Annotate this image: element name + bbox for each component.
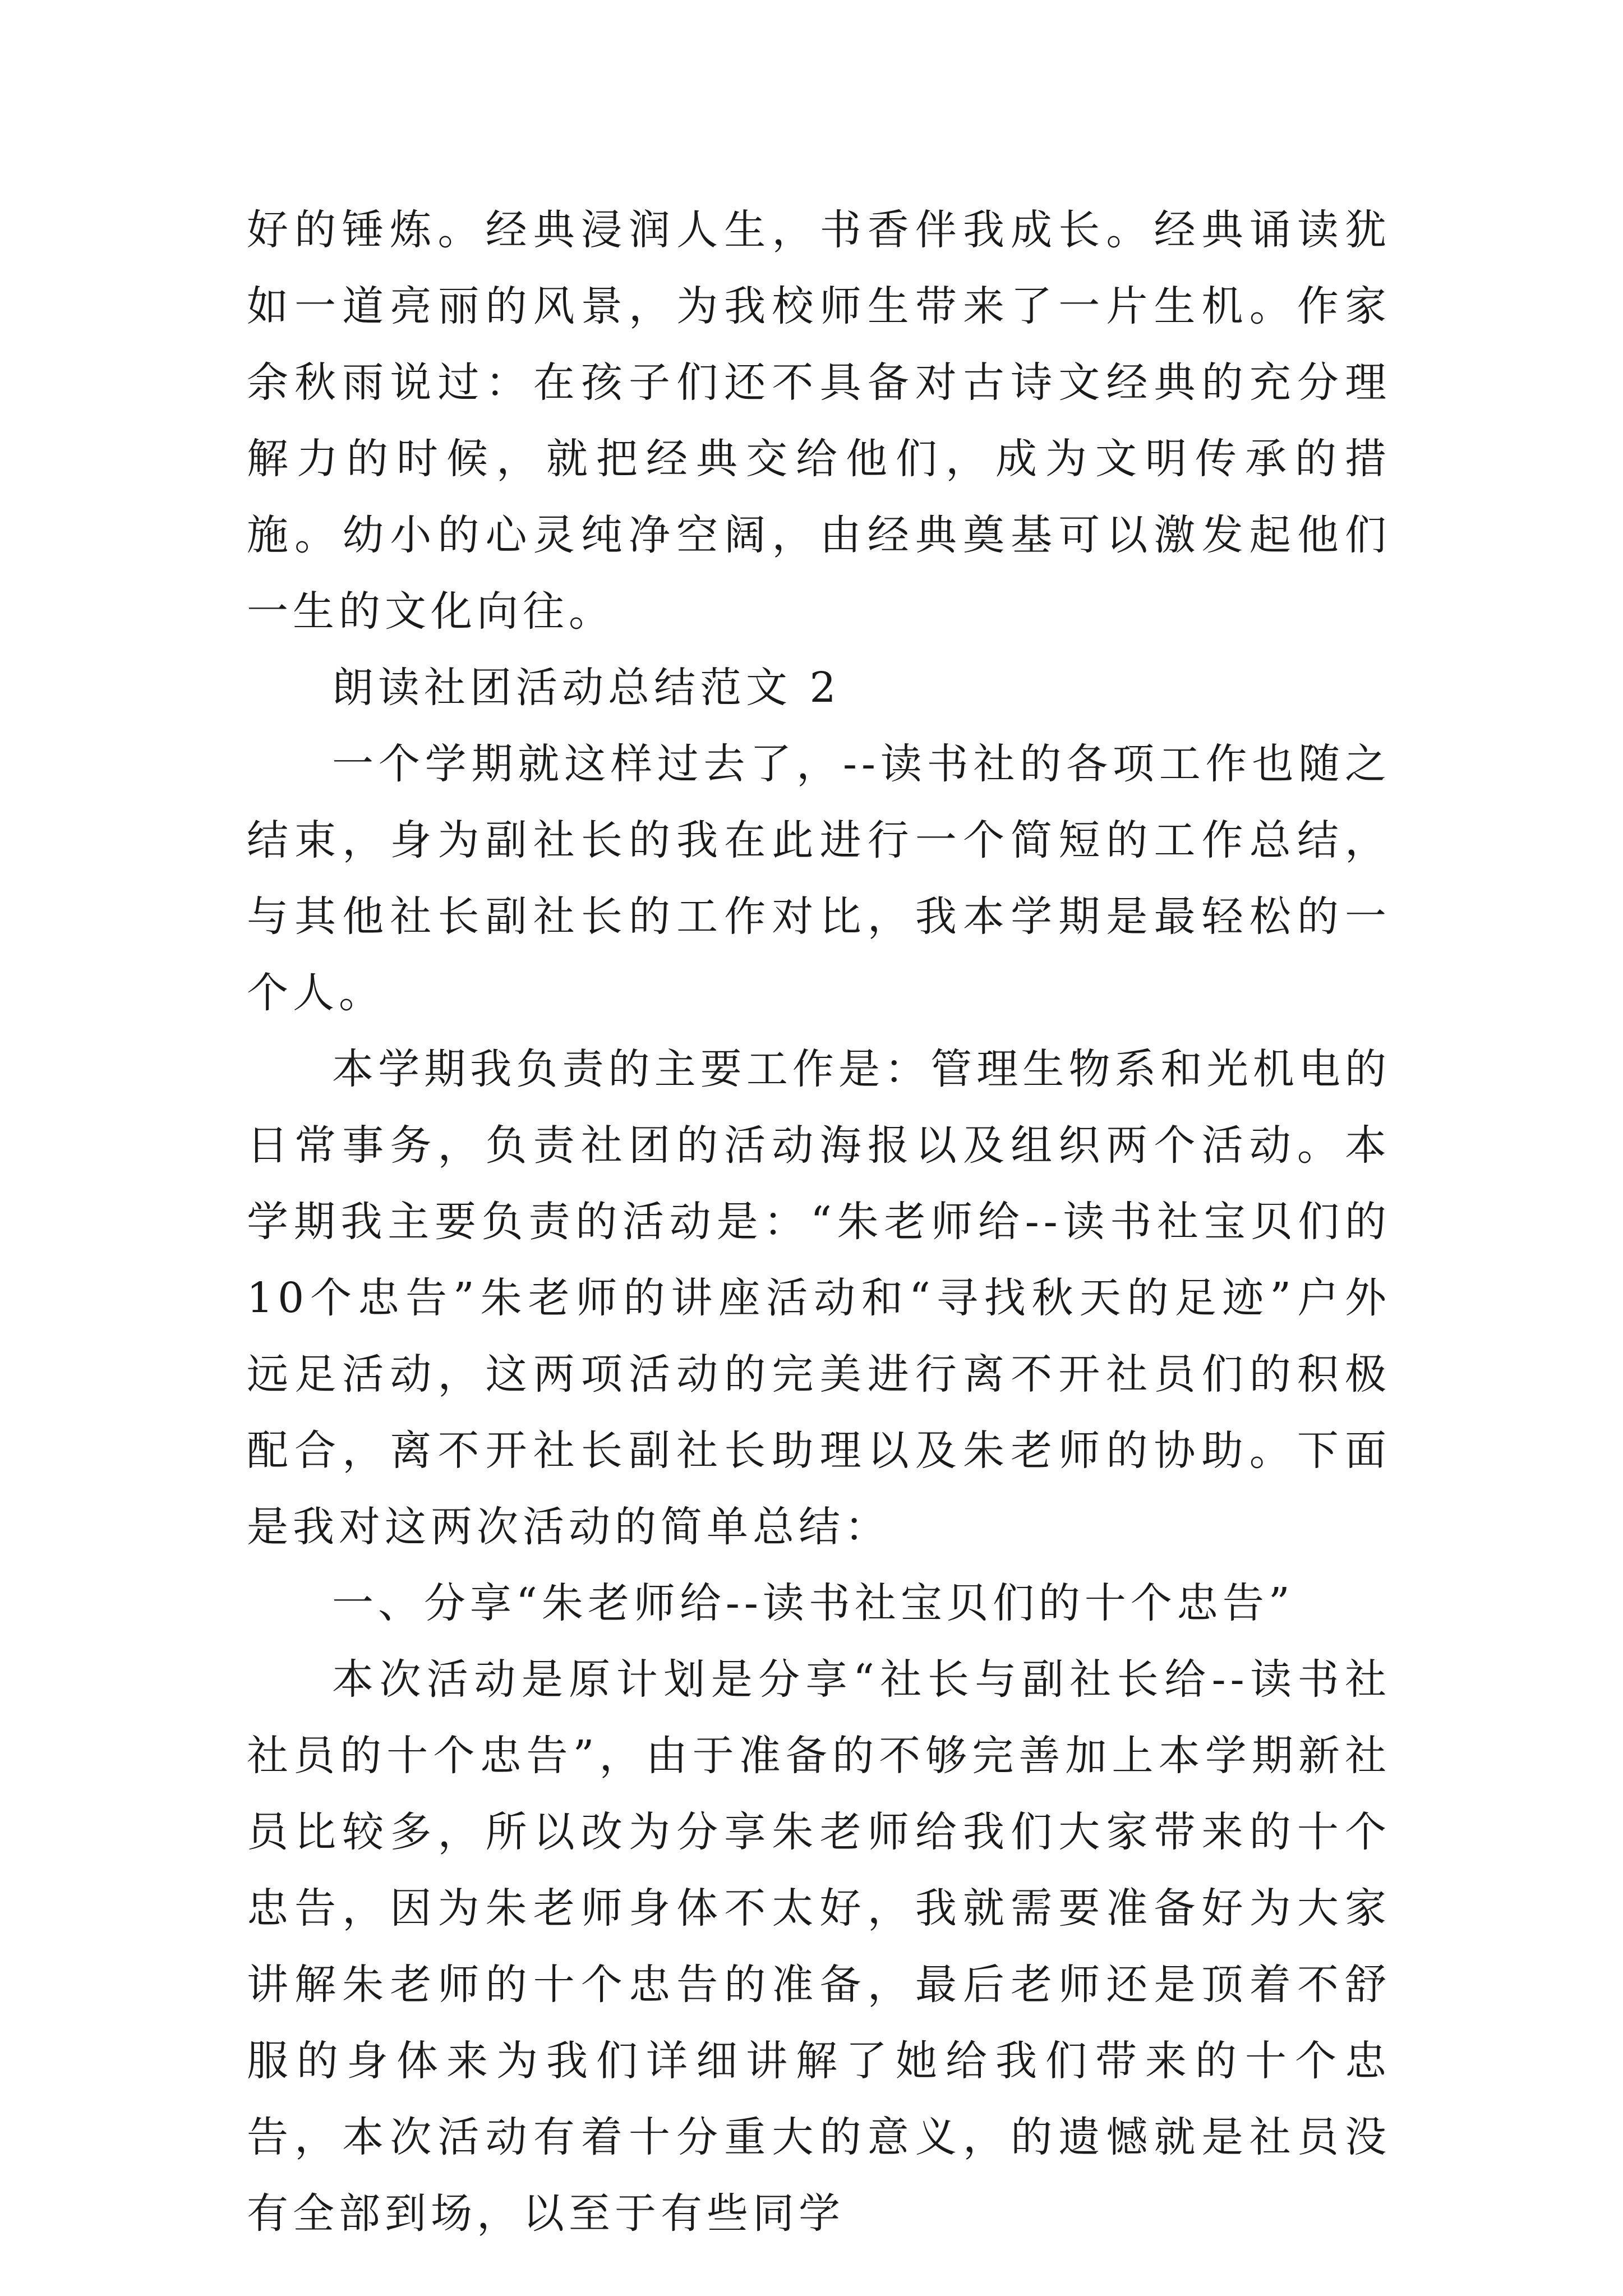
paragraph-continuation: 好的锤炼。经典浸润人生，书香伴我成长。经典诵读犹如一道亮丽的风景，为我校师生带来了一片生机。作家余秋雨说过：在孩子们还不具备对古诗文经典的充分理解力的时候，就把经典交给他们，成为文明传承的措施。幼小的心灵纯净空阔，由经典奠基可以激发起他们一生的文化向往。 — [247, 206, 1391, 636]
paragraph-intro: 一个学期就这样过去了，--读书社的各项工作也随之结束，身为副社长的我在此进行一个简短的工作总结，与其他社长副社长的工作对比，我本学期是最轻松的一个人。 — [247, 740, 1391, 1017]
document-body — [247, 192, 1391, 2252]
section-heading: 朗读社团活动总结范文 2 — [332, 664, 841, 712]
paragraph-duties: 本学期我负责的主要工作是：管理生物系和光机电的日常事务，负责社团的活动海报以及组织两个活动。本学期我主要负责的活动是：“朱老师给--读书社宝贝们的10个忠告”朱老师的讲座活动和“寻找秋天的足迹”户外远足活动，这两项活动的完美进行离不开社员们的积极配合，离不开社长副社长助理以及朱老师的协助。下面是我对这两次活动的简单总结： — [247, 1045, 1391, 1551]
subsection-heading: 一、分享“朱老师给--读书社宝贝们的十个忠告” — [332, 1579, 1294, 1627]
paragraph-activity: 本次活动是原计划是分享“社长与副社长给--读书社社员的十个忠告”，由于准备的不够完善加上本学期新社员比较多，所以改为分享朱老师给我们大家带来的十个忠告，因为朱老师身体不太好，我就需要准备好为大家讲解朱老师的十个忠告的准备，最后老师还是顶着不舒服的身体来为我们详细讲解了她给我们带来的十个忠告，本次活动有着十分重大的意义，的遗憾就是社员没有全部到场，以至于有些同学 — [247, 1655, 1391, 2238]
